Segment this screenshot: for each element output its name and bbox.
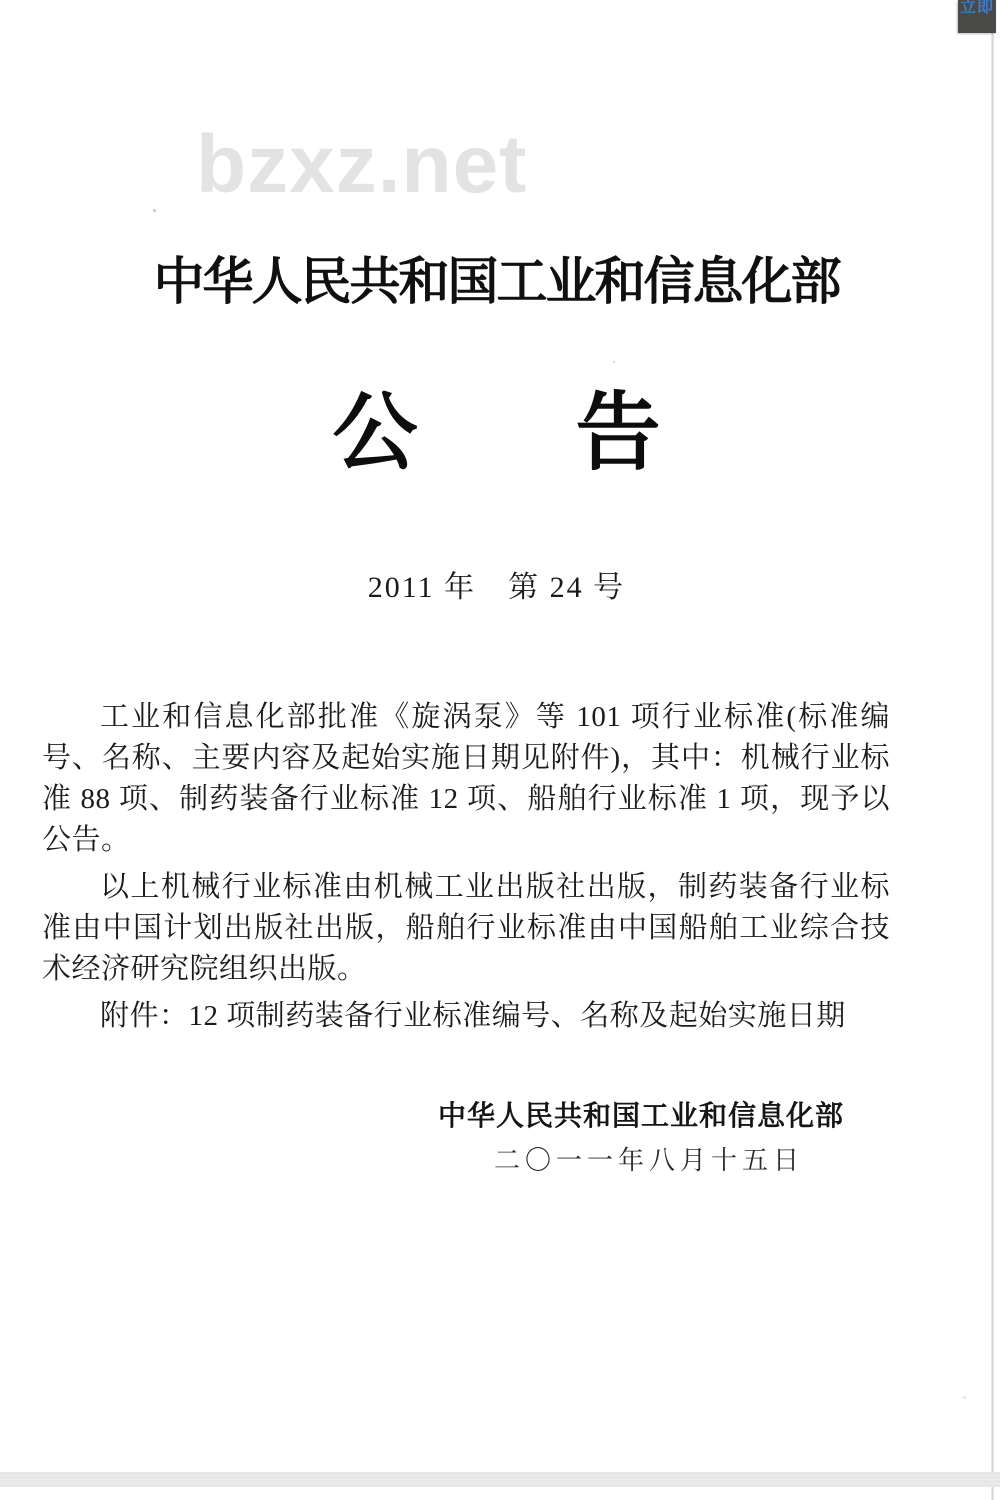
corner-overlay-button[interactable] (958, 0, 996, 33)
site-watermark: bzxz.net (196, 119, 528, 210)
scan-speck (153, 209, 156, 212)
scan-speck (613, 361, 615, 363)
signature-date: 二〇一一年八月十五日 (494, 1146, 805, 1175)
page-edge-line (991, 0, 994, 1500)
signature-authority: 中华人民共和国工业和信息化部 (438, 1101, 845, 1132)
paragraph-standards-approved: 工业和信息化部批准《旋涡泵》等 101 项行业标准(标准编号、名称、主要内容及起始实施日期见附件)，其中：机械行业标准 88 项、制药装备行业标准 12 项、船舶行业标准 1 项，现予以公告。 (42, 701, 890, 856)
paragraph-attachment-note: 附件：12 项制药装备行业标准编号、名称及起始实施日期 (100, 1000, 846, 1032)
paragraph-publishers: 以上机械行业标准由机械工业出版社出版，制药装备行业标准由中国计划出版社出版，船舶行业标准由中国船舶工业综合技术经济研究院组织出版。 (42, 871, 890, 985)
issuing-authority-title: 中华人民共和国工业和信息化部 (153, 255, 840, 311)
scan-speck (963, 1396, 966, 1399)
announcement-heading (0, 388, 993, 482)
corner-overlay-button-label: 立即 (959, 0, 994, 16)
announcement-body (42, 697, 890, 1037)
announcement-char-gao: 告 (575, 387, 661, 481)
announcement-char-gong: 公 (332, 387, 418, 481)
issue-number-line: 2011 年 第 24 号 (367, 571, 626, 604)
page-bottom-seam (0, 1472, 1000, 1487)
